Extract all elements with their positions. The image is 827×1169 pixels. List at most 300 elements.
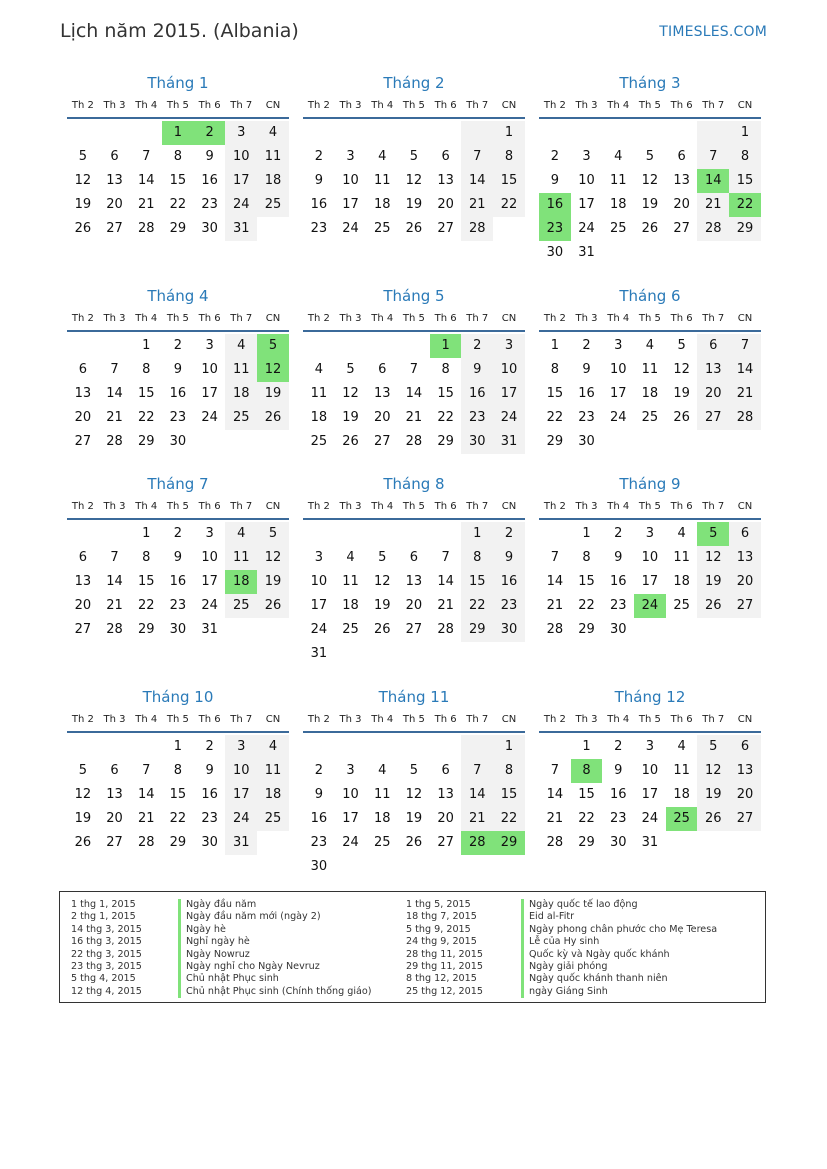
month-name: Tháng 9 — [619, 475, 681, 493]
day-cell: 13 — [74, 574, 92, 589]
day-cell: 28 — [461, 831, 493, 855]
holiday-name: Ngày quốc khánh thanh niên — [521, 973, 668, 985]
month-block — [303, 285, 525, 454]
empty-cell — [335, 855, 367, 879]
weekday-label: CN — [265, 501, 281, 512]
day-cell: 2 — [194, 121, 226, 145]
weekday-header — [303, 308, 525, 332]
holiday-name: Ngày giải phóng — [521, 961, 607, 973]
day-cell: 27 — [373, 434, 391, 449]
weekday-label: Th 4 — [607, 501, 630, 512]
weekday-label: CN — [737, 100, 753, 111]
weekday-label: Th 3 — [103, 714, 126, 725]
day-cell: 30 — [609, 835, 627, 850]
weekday-label: CN — [737, 501, 753, 512]
day-cell: 30 — [169, 434, 187, 449]
month-block — [67, 285, 289, 454]
day-cell: 21 — [697, 193, 729, 217]
day-cell: 15 — [729, 169, 761, 193]
day-cell: 13 — [729, 759, 761, 783]
day-cell: 7 — [697, 145, 729, 169]
day-cell: 27 — [437, 221, 454, 236]
weekday-label: CN — [265, 313, 281, 324]
empty-cell — [257, 618, 289, 642]
day-cell: 21 — [729, 382, 761, 406]
day-cell: 21 — [106, 598, 123, 613]
day-cell: 23 — [539, 217, 571, 241]
day-cell: 26 — [405, 835, 423, 850]
day-cell: 23 — [169, 410, 187, 425]
empty-cell — [539, 121, 571, 145]
day-cell: 17 — [641, 787, 659, 802]
day-cell: 5 — [409, 763, 419, 778]
day-cell: 3 — [314, 550, 323, 565]
day-cell: 24 — [342, 221, 359, 236]
day-cell: 11 — [609, 173, 627, 188]
day-cell: 10 — [225, 759, 257, 783]
weekday-label: Th 6 — [198, 714, 221, 725]
empty-cell — [430, 855, 462, 879]
day-cell: 19 — [373, 598, 391, 613]
day-cell: 2 — [173, 338, 183, 353]
day-cell: 2 — [614, 739, 623, 754]
day-cell: 11 — [673, 763, 690, 778]
weekday-label: Th 3 — [103, 501, 126, 512]
day-cell: 31 — [201, 622, 218, 637]
day-cell: 20 — [437, 811, 454, 826]
day-cell: 19 — [697, 570, 729, 594]
day-cell: 2 — [493, 522, 525, 546]
day-cell: 14 — [461, 783, 493, 807]
weekday-label: Th 6 — [670, 313, 693, 324]
weekday-label: CN — [737, 714, 753, 725]
weekday-label: Th 7 — [702, 313, 725, 324]
weekday-header — [303, 95, 525, 119]
holiday-date: 28 thg 11, 2015 — [406, 948, 483, 960]
day-cell: 24 — [609, 410, 627, 425]
weekday-label: Th 5 — [166, 714, 189, 725]
empty-cell — [257, 430, 289, 454]
day-cell: 31 — [578, 245, 595, 260]
weekday-label: Th 2 — [307, 714, 330, 725]
weekday-label: Th 3 — [575, 501, 598, 512]
day-cell: 20 — [106, 811, 123, 826]
legend-row — [71, 911, 401, 923]
day-cell: 18 — [673, 574, 690, 589]
day-grid — [67, 119, 289, 241]
day-cell: 7 — [110, 362, 119, 377]
day-cell: 10 — [578, 173, 595, 188]
weekday-label: CN — [737, 313, 753, 324]
legend-row — [406, 961, 756, 973]
day-cell: 26 — [257, 406, 289, 430]
day-cell: 21 — [106, 410, 123, 425]
day-cell: 25 — [609, 221, 627, 236]
day-cell: 11 — [257, 759, 289, 783]
month-name: Tháng 8 — [383, 475, 445, 493]
day-cell: 26 — [697, 807, 729, 831]
empty-cell — [729, 430, 761, 454]
weekday-label: Th 2 — [307, 501, 330, 512]
month-name: Tháng 11 — [378, 688, 450, 706]
day-cell: 17 — [578, 197, 595, 212]
empty-cell — [225, 430, 257, 454]
day-cell: 23 — [609, 598, 627, 613]
day-grid — [67, 733, 289, 855]
day-cell: 16 — [169, 386, 187, 401]
day-cell: 8 — [550, 362, 559, 377]
day-cell: 19 — [673, 386, 690, 401]
month-block — [67, 686, 289, 855]
weekday-header — [67, 308, 289, 332]
day-cell: 30 — [201, 835, 218, 850]
day-cell: 10 — [225, 145, 257, 169]
day-cell: 17 — [342, 197, 359, 212]
day-cell: 10 — [609, 362, 627, 377]
day-cell: 20 — [437, 197, 454, 212]
day-grid — [303, 733, 525, 879]
weekday-label: Th 5 — [638, 501, 661, 512]
weekday-label: Th 3 — [339, 100, 362, 111]
day-cell: 30 — [169, 622, 187, 637]
day-cell: 12 — [405, 173, 423, 188]
day-cell: 21 — [546, 811, 564, 826]
day-cell: 29 — [729, 217, 761, 241]
month-block — [303, 72, 525, 241]
day-cell: 6 — [441, 149, 450, 164]
day-cell: 31 — [225, 831, 257, 855]
empty-cell — [697, 831, 729, 855]
day-cell: 31 — [310, 646, 328, 661]
empty-cell — [697, 241, 729, 265]
holiday-date: 25 thg 12, 2015 — [406, 985, 483, 997]
weekday-label: Th 5 — [638, 100, 661, 111]
weekday-label: Th 2 — [543, 714, 566, 725]
weekday-label: Th 2 — [543, 501, 566, 512]
day-cell: 28 — [405, 434, 423, 449]
day-cell: 4 — [257, 735, 289, 759]
empty-cell — [366, 121, 398, 145]
day-cell: 17 — [225, 169, 257, 193]
day-cell: 23 — [201, 811, 218, 826]
weekday-label: Th 6 — [670, 100, 693, 111]
day-cell: 11 — [373, 173, 391, 188]
weekday-label: Th 3 — [339, 313, 362, 324]
empty-cell — [666, 831, 698, 855]
holiday-date: 22 thg 3, 2015 — [71, 948, 142, 960]
day-cell: 8 — [173, 149, 183, 164]
day-cell: 26 — [673, 410, 690, 425]
day-cell: 25 — [310, 434, 328, 449]
month-name: Tháng 10 — [142, 688, 214, 706]
day-cell: 9 — [173, 550, 183, 565]
day-cell: 23 — [310, 221, 328, 236]
day-cell: 29 — [437, 434, 454, 449]
day-cell: 27 — [697, 406, 729, 430]
day-cell: 13 — [437, 787, 454, 802]
day-cell: 12 — [373, 574, 391, 589]
weekday-label: Th 5 — [402, 100, 425, 111]
empty-cell — [366, 735, 398, 759]
month-block — [539, 72, 761, 265]
day-cell: 12 — [257, 358, 289, 382]
day-cell: 21 — [546, 598, 564, 613]
weekday-label: Th 3 — [103, 313, 126, 324]
day-cell: 16 — [169, 574, 187, 589]
day-cell: 1 — [173, 739, 183, 754]
weekday-label: Th 4 — [371, 100, 394, 111]
day-cell: 16 — [578, 386, 595, 401]
empty-cell — [67, 522, 99, 546]
weekday-label: Th 5 — [166, 100, 189, 111]
day-cell: 27 — [437, 835, 454, 850]
holiday-name: Nghỉ ngày hè — [178, 936, 250, 948]
day-cell: 24 — [225, 193, 257, 217]
day-cell: 14 — [106, 574, 123, 589]
day-cell: 1 — [142, 526, 151, 541]
empty-cell — [634, 618, 666, 642]
day-cell: 14 — [729, 358, 761, 382]
day-cell: 2 — [550, 149, 559, 164]
legend-row — [406, 924, 756, 936]
empty-cell — [335, 735, 367, 759]
legend-row — [406, 949, 756, 961]
weekday-label: Th 7 — [230, 313, 253, 324]
day-cell: 11 — [310, 386, 328, 401]
day-cell: 8 — [441, 362, 450, 377]
day-cell: 3 — [346, 763, 355, 778]
empty-cell — [99, 121, 131, 145]
day-cell: 24 — [201, 598, 218, 613]
empty-cell — [666, 241, 698, 265]
month-block — [67, 473, 289, 642]
weekday-label: Th 7 — [702, 100, 725, 111]
day-cell: 15 — [137, 386, 155, 401]
weekday-label: Th 5 — [166, 313, 189, 324]
month-name: Tháng 1 — [147, 74, 209, 92]
day-cell: 23 — [609, 811, 627, 826]
day-cell: 1 — [582, 739, 591, 754]
empty-cell — [366, 334, 398, 358]
day-cell: 20 — [106, 197, 123, 212]
day-cell: 2 — [205, 739, 214, 754]
weekday-label: Th 5 — [638, 313, 661, 324]
day-cell: 10 — [641, 550, 659, 565]
weekday-label: Th 7 — [702, 501, 725, 512]
day-cell: 24 — [225, 807, 257, 831]
day-cell: 6 — [78, 550, 87, 565]
day-cell: 14 — [405, 386, 423, 401]
empty-cell — [335, 642, 367, 666]
holiday-name: Ngày phong chân phước cho Mẹ Teresa — [521, 924, 717, 936]
day-cell: 7 — [110, 550, 119, 565]
weekday-label: CN — [265, 714, 281, 725]
day-cell: 14 — [697, 169, 729, 193]
day-cell: 31 — [225, 217, 257, 241]
day-cell: 20 — [373, 410, 391, 425]
weekday-label: Th 4 — [371, 714, 394, 725]
empty-cell — [666, 618, 698, 642]
day-cell: 19 — [405, 811, 423, 826]
day-cell: 28 — [137, 835, 155, 850]
day-cell: 24 — [310, 622, 328, 637]
day-cell: 5 — [645, 149, 655, 164]
weekday-label: Th 4 — [135, 100, 158, 111]
legend-left-column — [71, 899, 401, 998]
day-cell: 18 — [609, 197, 627, 212]
day-cell: 5 — [409, 149, 419, 164]
weekday-label: Th 7 — [466, 313, 489, 324]
empty-cell — [130, 735, 162, 759]
weekday-label: Th 3 — [339, 501, 362, 512]
holiday-date: 18 thg 7, 2015 — [406, 911, 477, 923]
day-cell: 9 — [314, 787, 323, 802]
day-cell: 25 — [257, 193, 289, 217]
day-cell: 27 — [729, 807, 761, 831]
legend-row — [406, 899, 756, 911]
day-cell: 13 — [405, 574, 423, 589]
day-cell: 11 — [257, 145, 289, 169]
day-cell: 7 — [461, 145, 493, 169]
day-cell: 2 — [461, 334, 493, 358]
day-cell: 21 — [137, 811, 155, 826]
day-cell: 13 — [106, 787, 123, 802]
day-cell: 15 — [169, 173, 187, 188]
empty-cell — [461, 642, 493, 666]
day-cell: 29 — [169, 835, 187, 850]
weekday-label: Th 6 — [670, 501, 693, 512]
month-block — [303, 473, 525, 666]
day-cell: 25 — [225, 406, 257, 430]
weekday-label: Th 4 — [607, 714, 630, 725]
legend-row — [71, 986, 401, 998]
holiday-date: 1 thg 1, 2015 — [71, 899, 136, 910]
day-cell: 15 — [137, 574, 155, 589]
empty-cell — [225, 618, 257, 642]
day-cell: 5 — [677, 338, 686, 353]
day-cell: 17 — [201, 386, 218, 401]
day-cell: 12 — [342, 386, 359, 401]
day-cell: 1 — [493, 121, 525, 145]
day-grid — [539, 733, 761, 855]
day-cell: 14 — [461, 169, 493, 193]
weekday-label: Th 7 — [230, 501, 253, 512]
empty-cell — [539, 735, 571, 759]
day-cell: 28 — [729, 406, 761, 430]
day-cell: 9 — [614, 763, 623, 778]
day-cell: 7 — [550, 763, 559, 778]
legend-row — [406, 973, 756, 985]
day-cell: 2 — [582, 338, 591, 353]
weekday-label: Th 5 — [402, 714, 425, 725]
day-cell: 4 — [225, 334, 257, 358]
day-cell: 15 — [437, 386, 454, 401]
holiday-date: 8 thg 12, 2015 — [406, 973, 477, 985]
day-cell: 26 — [373, 622, 391, 637]
day-cell: 25 — [225, 594, 257, 618]
day-cell: 5 — [378, 550, 387, 565]
day-cell: 22 — [729, 193, 761, 217]
brand-link[interactable]: TIMESLES.COM — [659, 24, 767, 40]
day-cell: 18 — [373, 811, 391, 826]
month-block — [539, 686, 761, 855]
day-cell: 2 — [173, 526, 183, 541]
day-cell: 29 — [546, 434, 564, 449]
day-cell: 16 — [201, 173, 218, 188]
day-grid — [539, 332, 761, 454]
day-cell: 24 — [201, 410, 218, 425]
day-cell: 13 — [729, 546, 761, 570]
day-cell: 13 — [373, 386, 391, 401]
day-cell: 8 — [173, 763, 183, 778]
weekday-label: Th 3 — [575, 313, 598, 324]
day-grid — [67, 332, 289, 454]
empty-cell — [602, 430, 634, 454]
empty-cell — [602, 121, 634, 145]
day-cell: 23 — [201, 197, 218, 212]
empty-cell — [366, 522, 398, 546]
day-cell: 5 — [697, 522, 729, 546]
empty-cell — [729, 618, 761, 642]
day-grid — [539, 520, 761, 642]
day-cell: 9 — [550, 173, 559, 188]
weekday-header — [67, 95, 289, 119]
day-cell: 6 — [378, 362, 387, 377]
day-cell: 9 — [614, 550, 623, 565]
day-cell: 18 — [225, 570, 257, 594]
day-cell: 31 — [641, 835, 659, 850]
day-cell: 22 — [437, 410, 454, 425]
day-cell: 20 — [74, 410, 92, 425]
weekday-header — [539, 496, 761, 520]
day-cell: 12 — [673, 362, 690, 377]
day-cell: 24 — [578, 221, 595, 236]
day-cell: 1 — [582, 526, 591, 541]
day-cell: 25 — [373, 835, 391, 850]
day-cell: 25 — [666, 807, 698, 831]
empty-cell — [194, 430, 226, 454]
weekday-label: Th 2 — [71, 501, 94, 512]
weekday-label: CN — [501, 313, 517, 324]
empty-cell — [398, 735, 430, 759]
day-cell: 7 — [409, 362, 419, 377]
weekday-label: Th 2 — [307, 100, 330, 111]
empty-cell — [461, 855, 493, 879]
day-cell: 10 — [493, 358, 525, 382]
day-cell: 7 — [461, 759, 493, 783]
holiday-date: 2 thg 1, 2015 — [71, 911, 136, 923]
day-cell: 11 — [373, 787, 391, 802]
day-cell: 1 — [550, 338, 559, 353]
day-cell: 12 — [641, 173, 659, 188]
month-name: Tháng 3 — [619, 74, 681, 92]
day-cell: 3 — [493, 334, 525, 358]
day-cell: 4 — [314, 362, 323, 377]
day-cell: 21 — [437, 598, 454, 613]
day-cell: 16 — [493, 570, 525, 594]
day-cell: 4 — [614, 149, 623, 164]
weekday-label: Th 2 — [71, 714, 94, 725]
weekday-label: Th 5 — [638, 714, 661, 725]
day-cell: 19 — [697, 783, 729, 807]
day-cell: 16 — [310, 197, 328, 212]
weekday-label: Th 4 — [135, 501, 158, 512]
weekday-label: Th 7 — [466, 501, 489, 512]
empty-cell — [130, 121, 162, 145]
day-cell: 26 — [697, 594, 729, 618]
weekday-label: Th 2 — [307, 313, 330, 324]
month-name: Tháng 4 — [147, 287, 209, 305]
